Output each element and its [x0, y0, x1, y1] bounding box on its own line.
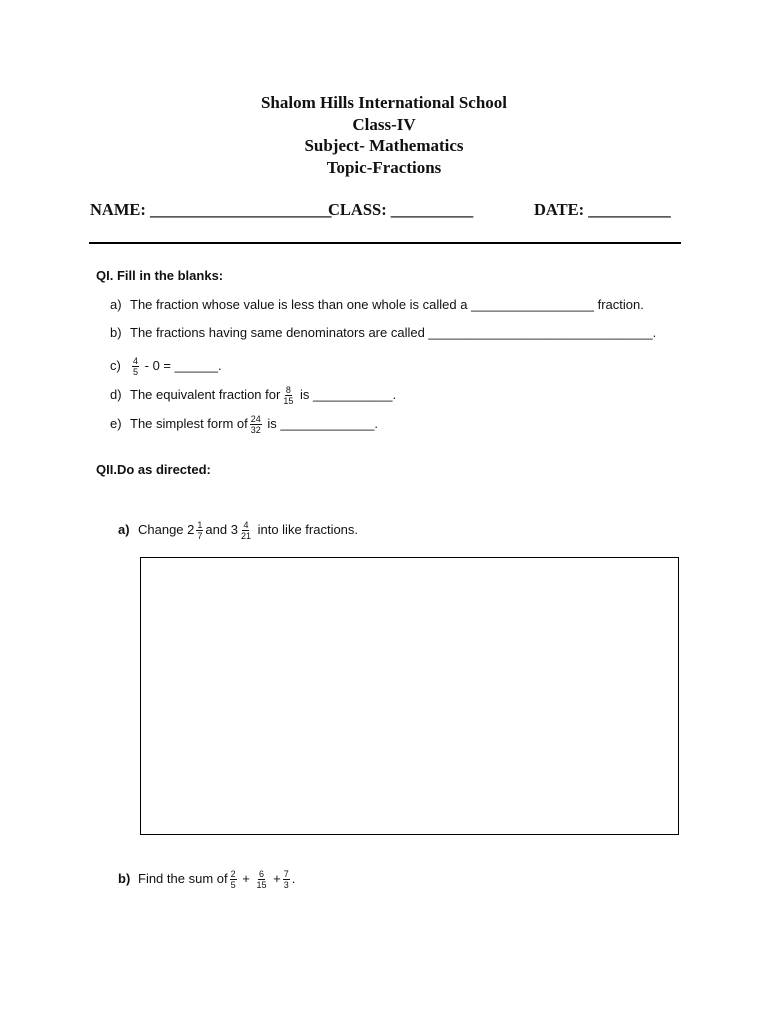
denominator: 3: [283, 880, 289, 890]
fraction: [196, 520, 203, 541]
numerator: 7: [283, 869, 289, 879]
fraction: [240, 520, 252, 541]
fraction: [230, 869, 237, 890]
plus-sign: +: [242, 870, 250, 886]
section-1-title: QI. Fill in the blanks:: [96, 268, 224, 283]
question-1e: [110, 414, 378, 435]
answer-box[interactable]: [140, 557, 679, 835]
question-2a: [118, 520, 358, 541]
question-text: Find the sum of: [138, 870, 228, 886]
denominator: 5: [133, 367, 139, 377]
numerator: 8: [285, 385, 291, 395]
question-text-end: .: [291, 870, 296, 886]
school-name: Shalom Hills International School: [260, 93, 508, 112]
question-text-mid: and 3: [205, 521, 238, 537]
denominator: 15: [283, 396, 294, 406]
question-text: The simplest form of: [130, 415, 248, 431]
question-text: The equivalent fraction for: [130, 386, 281, 402]
fraction: [282, 385, 294, 406]
question-label: e): [110, 415, 122, 431]
fraction: [250, 414, 262, 435]
name-field: NAME: ______________________: [90, 200, 332, 219]
numerator: 4: [243, 520, 249, 530]
section-2-title: QII.Do as directed:: [96, 462, 211, 477]
question-text: Change 2: [138, 521, 195, 537]
fraction: [255, 869, 267, 890]
question-2b: [118, 869, 295, 890]
question-text: The fraction whose value is less than one whole is called a _________________ fraction.: [130, 297, 644, 312]
worksheet-header: [0, 92, 768, 178]
question-label: d): [110, 386, 122, 402]
plus-sign: +: [273, 870, 281, 886]
question-label: a): [118, 521, 130, 537]
question-1c: [110, 356, 222, 377]
topic-title: Topic-Fractions: [326, 157, 442, 177]
numerator: 2: [230, 869, 236, 879]
denominator: 32: [250, 425, 261, 435]
header-divider: [89, 242, 681, 244]
question-text-end: is ___________.: [299, 386, 397, 402]
numerator: 24: [250, 414, 261, 424]
numerator: 6: [258, 869, 264, 879]
fraction: [132, 356, 139, 377]
question-label: b): [118, 870, 131, 886]
question-text-end: is _____________.: [267, 415, 379, 431]
numerator: 4: [133, 356, 139, 366]
class-title: Class-IV: [352, 114, 416, 134]
fraction: [283, 869, 290, 890]
denominator: 15: [256, 880, 267, 890]
question-1d: [110, 385, 396, 406]
question-text: - 0 = ______.: [144, 357, 222, 373]
question-label: c): [110, 357, 121, 373]
numerator: 1: [197, 520, 203, 530]
denominator: 5: [230, 880, 236, 890]
date-field: DATE: __________: [534, 200, 671, 219]
question-1a: [110, 297, 644, 313]
question-text-end: into like fractions.: [257, 521, 359, 537]
denominator: 21: [240, 531, 251, 541]
question-label: b): [110, 325, 122, 340]
question-1b: [110, 325, 656, 341]
class-field: CLASS: __________: [328, 200, 474, 219]
denominator: 7: [197, 531, 203, 541]
question-text: The fractions having same denominators are called _______________________________.: [130, 325, 657, 340]
question-label: a): [110, 297, 122, 312]
subject-title: Subject- Mathematics: [304, 136, 464, 155]
